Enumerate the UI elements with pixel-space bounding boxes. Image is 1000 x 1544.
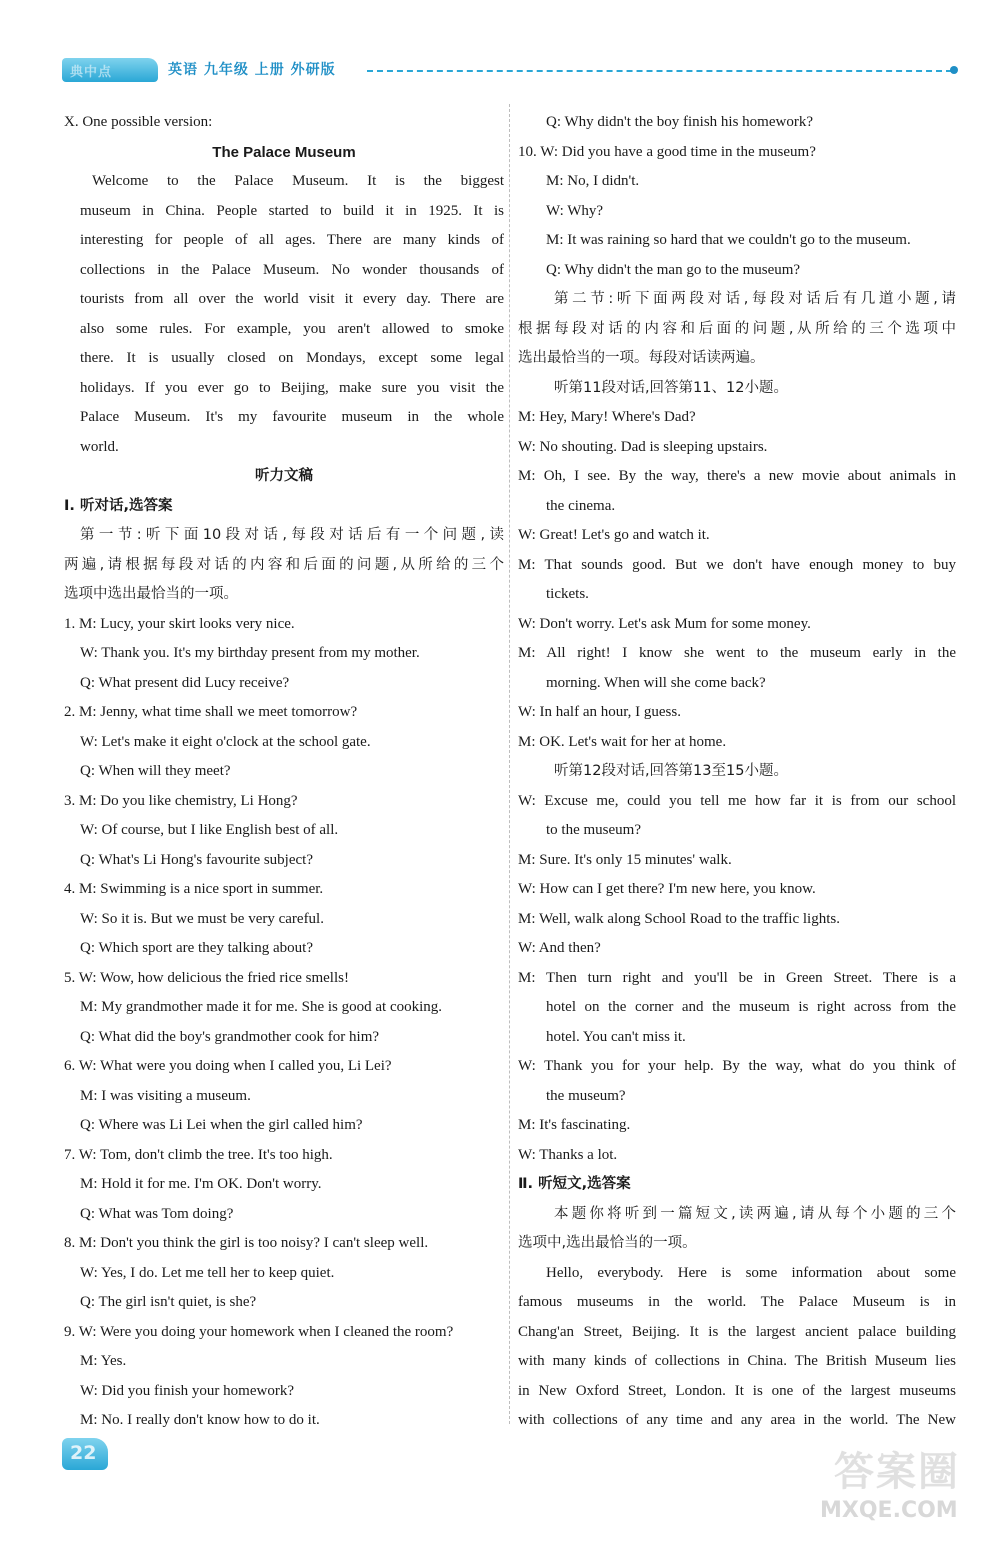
- dialogue-line: Q: What did the boy's grandmother cook for him?: [80, 1028, 380, 1045]
- dialogue-line: Q: Why didn't the boy finish his homework?: [546, 114, 813, 130]
- dialogue-line: morning. When will she come back?: [546, 674, 766, 691]
- dialogue-line: hotel on the corner and the museum is right across from the: [546, 999, 956, 1015]
- dialogue-line: 2. M: Jenny, what time shall we meet tomorrow?: [64, 704, 358, 720]
- left-column: [64, 108, 504, 1436]
- page-number: 22: [70, 1442, 97, 1464]
- dialogue-line: Q: Why didn't the man go to the museum?: [546, 261, 801, 278]
- dialogue-line: M: OK. Let's wait for her at home.: [518, 733, 727, 750]
- dialogue-line: Q: What was Tom doing?: [80, 1205, 234, 1222]
- dialogue-line: W: No shouting. Dad is sleeping upstairs.: [518, 438, 768, 455]
- passage-line: Chang'an Street, Beijing. It is the largest ancient palace building: [518, 1323, 956, 1340]
- dialogue-line: W: Of course, but I like English best of all.: [80, 822, 339, 838]
- dialogue-line: M: Oh, I see. By the way, there's a new movie about animals in: [518, 468, 956, 484]
- dialogue-line: to the museum?: [546, 822, 641, 838]
- section2-heading: Ⅱ. 听短文,选答案: [518, 1176, 631, 1192]
- dialogue-line: M: No, I didn't.: [546, 173, 640, 189]
- page-header: [62, 58, 962, 84]
- dialogue-line: M: My grandmother made it for me. She is good at cooking.: [80, 999, 443, 1015]
- dialogue-line: Q: What present did Lucy receive?: [80, 674, 290, 691]
- watermark-logo: [820, 1440, 980, 1530]
- dialogue-line: 1. M: Lucy, your skirt looks very nice.: [64, 615, 295, 632]
- dialogue-line: 8. M: Don't you think the girl is too noisy? I can't sleep well.: [64, 1235, 429, 1251]
- dialogue-line: the museum?: [546, 1087, 626, 1104]
- essay-line: holidays. If you ever go to Beijing, make sure you visit the: [80, 379, 504, 396]
- passage-line: with many kinds of collections in China. The British Museum lies: [518, 1353, 956, 1369]
- dialogue-line: W: Thanks a lot.: [518, 1146, 618, 1163]
- dialogue-line: W: Don't worry. Let's ask Mum for some money.: [518, 615, 811, 632]
- header-dot-icon: [950, 66, 958, 74]
- dialogue-line: M: Sure. It's only 15 minutes' walk.: [518, 851, 732, 868]
- passage-instruction-line: 本题你将听到一篇短文,读两遍,请从每个小题的三个: [554, 1205, 956, 1222]
- right-column: [518, 108, 956, 1436]
- section1-heading: Ⅰ. 听对话,选答案: [64, 497, 173, 514]
- dialogue-line: Q: Where was Li Lei when the girl called him?: [80, 1117, 363, 1133]
- dialogue-line: W: Excuse me, could you tell me how far it is from our school: [518, 792, 956, 809]
- essay-line: Welcome to the Palace Museum. It is the biggest: [92, 173, 504, 189]
- dialogue11-intro: 听第11段对话,回答第11、12小题。: [554, 379, 788, 396]
- dialogue-line: 3. M: Do you like chemistry, Li Hong?: [64, 792, 298, 809]
- dialogue-line: 7. W: Tom, don't climb the tree. It's too high.: [64, 1146, 333, 1163]
- dialogue-line: tickets.: [546, 586, 589, 602]
- passage-line: in New Oxford Street, London. It is one of the largest museums: [518, 1382, 956, 1399]
- dialogue-line: W: Did you finish your homework?: [80, 1382, 294, 1399]
- dialogue-line: the cinema.: [546, 497, 616, 514]
- dialogue-line: M: It's fascinating.: [518, 1117, 631, 1133]
- dialogue-line: 10. W: Did you have a good time in the museum?: [518, 143, 816, 160]
- essay-line: there. It is usually closed on Mondays, except some legal: [80, 350, 504, 366]
- section2-instruction-line: 第二节:听下面两段对话,每段对话后有几道小题,请: [554, 291, 956, 307]
- dialogue-line: M: That sounds good. But we don't have enough money to buy: [518, 556, 956, 573]
- dialogue-line: W: In half an hour, I guess.: [518, 704, 681, 720]
- dialogue-line: M: Well, walk along School Road to the traffic lights.: [518, 910, 840, 927]
- dialogue-line: M: It was raining so hard that we couldn't go to the museum.: [546, 232, 911, 248]
- dialogue-line: M: Hold it for me. I'm OK. Don't worry.: [80, 1176, 322, 1192]
- essay-title: The Palace Museum: [212, 143, 356, 161]
- dialogue-line: W: Let's make it eight o'clock at the school gate.: [80, 733, 371, 750]
- essay-line: collections in the Palace Museum. No wonder thousands of: [80, 261, 504, 278]
- dialogue-line: W: How can I get there? I'm new here, you know.: [518, 881, 816, 897]
- dialogue-line: W: So it is. But we must be very careful.: [80, 910, 324, 927]
- dialogue-line: 5. W: Wow, how delicious the fried rice smells!: [64, 969, 349, 986]
- page-number-badge: [62, 1438, 108, 1470]
- dialogue-line: W: Yes, I do. Let me tell her to keep quiet.: [80, 1264, 335, 1281]
- dialogue-line: hotel. You can't miss it.: [546, 1028, 686, 1045]
- watermark-url: MXQE.COM: [820, 1498, 958, 1523]
- dialogue-line: W: Great! Let's go and watch it.: [518, 527, 710, 543]
- essay-line: also some rules. For example, you aren't allowed to smoke: [80, 320, 504, 337]
- section2-instruction-line: 选出最恰当的一项。每段对话读两遍。: [518, 350, 765, 366]
- dialogue-line: M: Yes.: [80, 1353, 127, 1369]
- section1-instruction-line: 第一节:听下面10段对话,每段对话后有一个问题,读: [80, 527, 504, 543]
- essay-intro: X. One possible version:: [64, 114, 213, 130]
- essay-line: tourists from all over the world visit it every day. There are: [80, 291, 504, 307]
- dialogue-line: 6. W: What were you doing when I called you, Li Lei?: [64, 1058, 392, 1074]
- section1-instruction-line: 选项中选出最恰当的一项。: [64, 586, 238, 602]
- watermark-text: 答案圈: [834, 1449, 960, 1495]
- dialogue-line: M: All right! I know she went to the museum early in the: [518, 645, 956, 661]
- series-badge-label: 典中点: [70, 65, 113, 80]
- dialogue-line: W: And then?: [518, 940, 601, 956]
- passage-instruction-line: 选项中,选出最恰当的一项。: [518, 1235, 697, 1251]
- dialogue-line: 9. W: Were you doing your homework when I cleaned the room?: [64, 1323, 454, 1340]
- passage-line: Hello, everybody. Here is some information about some: [546, 1264, 956, 1281]
- section2-instruction-line: 根据每段对话的内容和后面的问题,从所给的三个选项中: [518, 320, 956, 337]
- script-title: 听力文稿: [255, 468, 313, 484]
- dialogue-line: M: No. I really don't know how to do it.: [80, 1412, 320, 1428]
- essay-line: interesting for people of all ages. There are many kinds of: [80, 232, 504, 248]
- header-dashed-rule: [367, 70, 952, 72]
- dialogue-line: W: Thank you. It's my birthday present from my mother.: [80, 645, 420, 661]
- dialogue-line: M: Then turn right and you'll be in Green Street. There is a: [518, 969, 956, 986]
- essay-line: museum in China. People started to build it in 1925. It is: [80, 202, 504, 219]
- passage-line: with collections of any time and any area in the world. The New: [518, 1412, 956, 1428]
- dialogue-line: Q: The girl isn't quiet, is she?: [80, 1294, 257, 1310]
- dialogue-line: Q: What's Li Hong's favourite subject?: [80, 851, 313, 868]
- dialogue-line: W: Thank you for your help. By the way, what do you think of: [518, 1058, 956, 1074]
- dialogue-line: W: Why?: [546, 202, 604, 219]
- series-badge: [62, 58, 158, 82]
- dialogue-line: M: Hey, Mary! Where's Dad?: [518, 409, 696, 425]
- dialogue-line: M: I was visiting a museum.: [80, 1087, 251, 1104]
- passage-line: famous museums in the world. The Palace Museum is in: [518, 1294, 956, 1310]
- book-title: 英语 九年级 上册 外研版: [168, 62, 336, 78]
- dialogue12-intro: 听第12段对话,回答第13至15小题。: [554, 763, 788, 779]
- essay-line: world.: [80, 438, 119, 455]
- dialogue-line: 4. M: Swimming is a nice sport in summer.: [64, 881, 324, 897]
- essay-line: Palace Museum. It's my favourite museum in the whole: [80, 409, 504, 425]
- section1-instruction-line: 两遍,请根据每段对话的内容和后面的问题,从所给的三个: [64, 556, 504, 573]
- dialogue-line: Q: Which sport are they talking about?: [80, 940, 313, 956]
- dialogue-line: Q: When will they meet?: [80, 763, 231, 779]
- column-divider: [509, 104, 510, 1424]
